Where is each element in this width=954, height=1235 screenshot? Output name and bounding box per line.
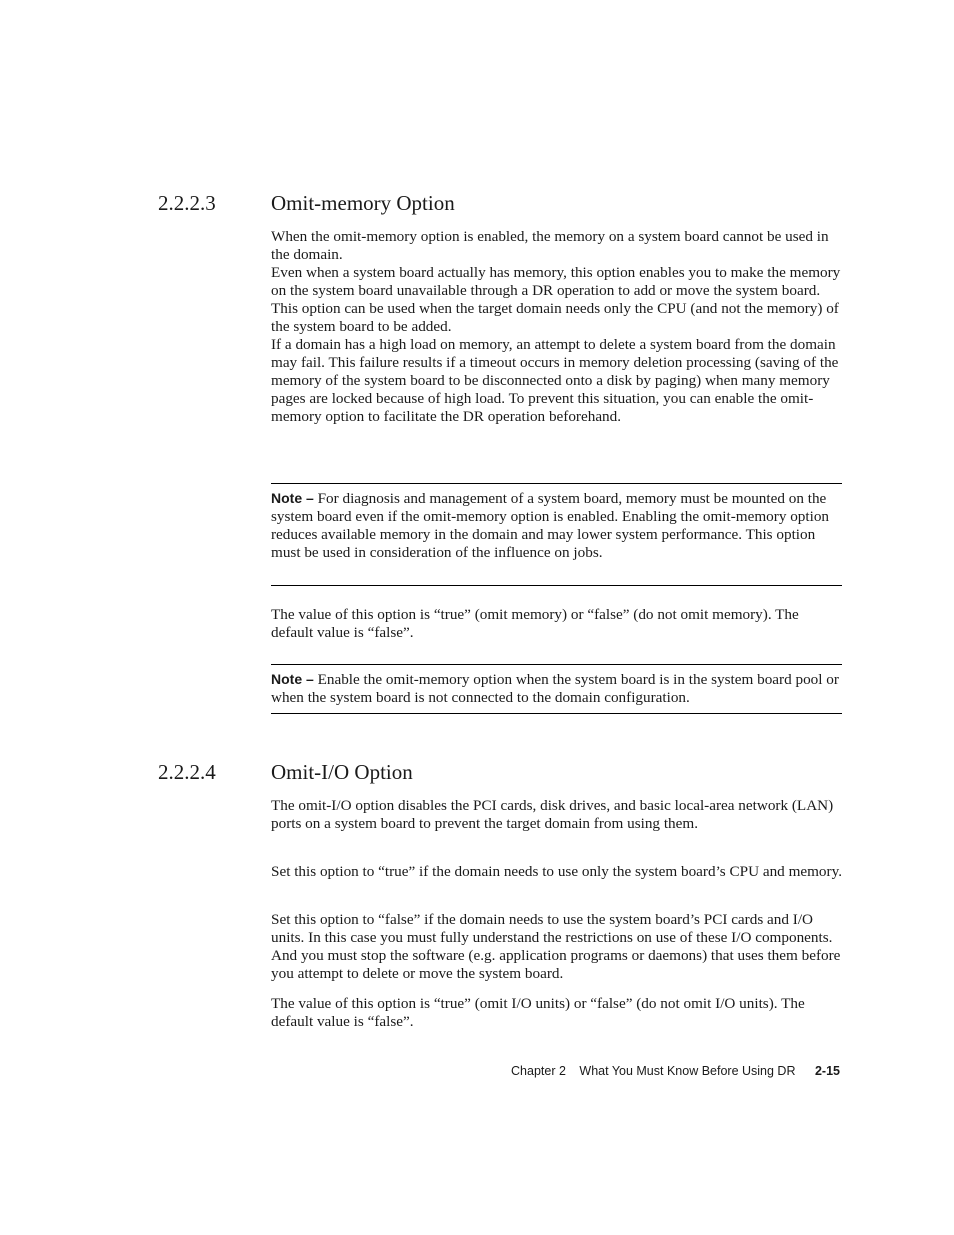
paragraph: When the omit-memory option is enabled, the memory on a system board cannot be used in the domain. (271, 228, 829, 263)
note-label: Note – (271, 490, 314, 506)
note-top-rule (271, 664, 842, 665)
paragraph: The value of this option is “true” (omit memory) or “false” (do not omit memory). The default value is “false”. (271, 606, 799, 641)
paragraph: The value of this option is “true” (omit I/O units) or “false” (do not omit I/O units). The default value is “false”. (271, 995, 805, 1030)
section-number: 2.2.2.4 (158, 760, 216, 784)
page-footer (420, 1063, 840, 1079)
section-title: Omit-memory Option (271, 191, 455, 215)
section-body (271, 228, 843, 426)
section-title: Omit-I/O Option (271, 760, 413, 784)
note-label: Note – (271, 671, 314, 687)
note-box (271, 670, 843, 707)
paragraph: The omit-I/O option disables the PCI cards, disk drives, and basic local-area network (LAN) ports on a system board to prevent the target domain from using them. (271, 797, 834, 832)
note-bottom-rule (271, 713, 842, 714)
section-number: 2.2.2.3 (158, 191, 216, 215)
paragraph: Set this option to “true” if the domain needs to use only the system board’s CPU and memory. (271, 863, 842, 880)
paragraph: Even when a system board actually has memory, this option enables you to make the memory on the system board unavailable through a DR operation to add or move the system board. (271, 264, 841, 299)
footer-chapter-title: What You Must Know Before Using DR (579, 1064, 796, 1078)
footer-chapter: Chapter 2 (511, 1064, 566, 1078)
note-box (271, 489, 843, 562)
note-text: For diagnosis and management of a system board, memory must be mounted on the system board even if the omit-memory option is enabled. Enabling the omit-memory option reduces available memory in the domain and may lower system performance. This option must be used in consideration of the influence on jobs. (271, 490, 830, 561)
note-top-rule (271, 483, 842, 484)
paragraph: This option can be used when the target domain needs only the CPU (and not the memory) of the system board to be added. (271, 300, 839, 335)
page-number: 2-15 (814, 1064, 840, 1078)
note-text: Enable the omit-memory option when the system board is in the system board pool or when the system board is not connected to the domain configuration. (271, 671, 839, 706)
note-bottom-rule (271, 585, 842, 586)
paragraph: Set this option to “false” if the domain needs to use the system board’s PCI cards and I/O units. In this case you must fully understand the restrictions on use of these I/O components. And you must stop the software (e.g. application programs or daemons) that uses them before you attempt to delete or move the system board. (271, 911, 841, 982)
paragraph: If a domain has a high load on memory, an attempt to delete a system board from the domain may fail. This failure results if a timeout occurs in memory deletion processing (saving of the memory of the system board to be disconnected onto a disk by paging) when many memory pages are locked because of high load. To prevent this situation, you can enable the omit-memory option to facilitate the DR operation beforehand. (271, 336, 839, 425)
